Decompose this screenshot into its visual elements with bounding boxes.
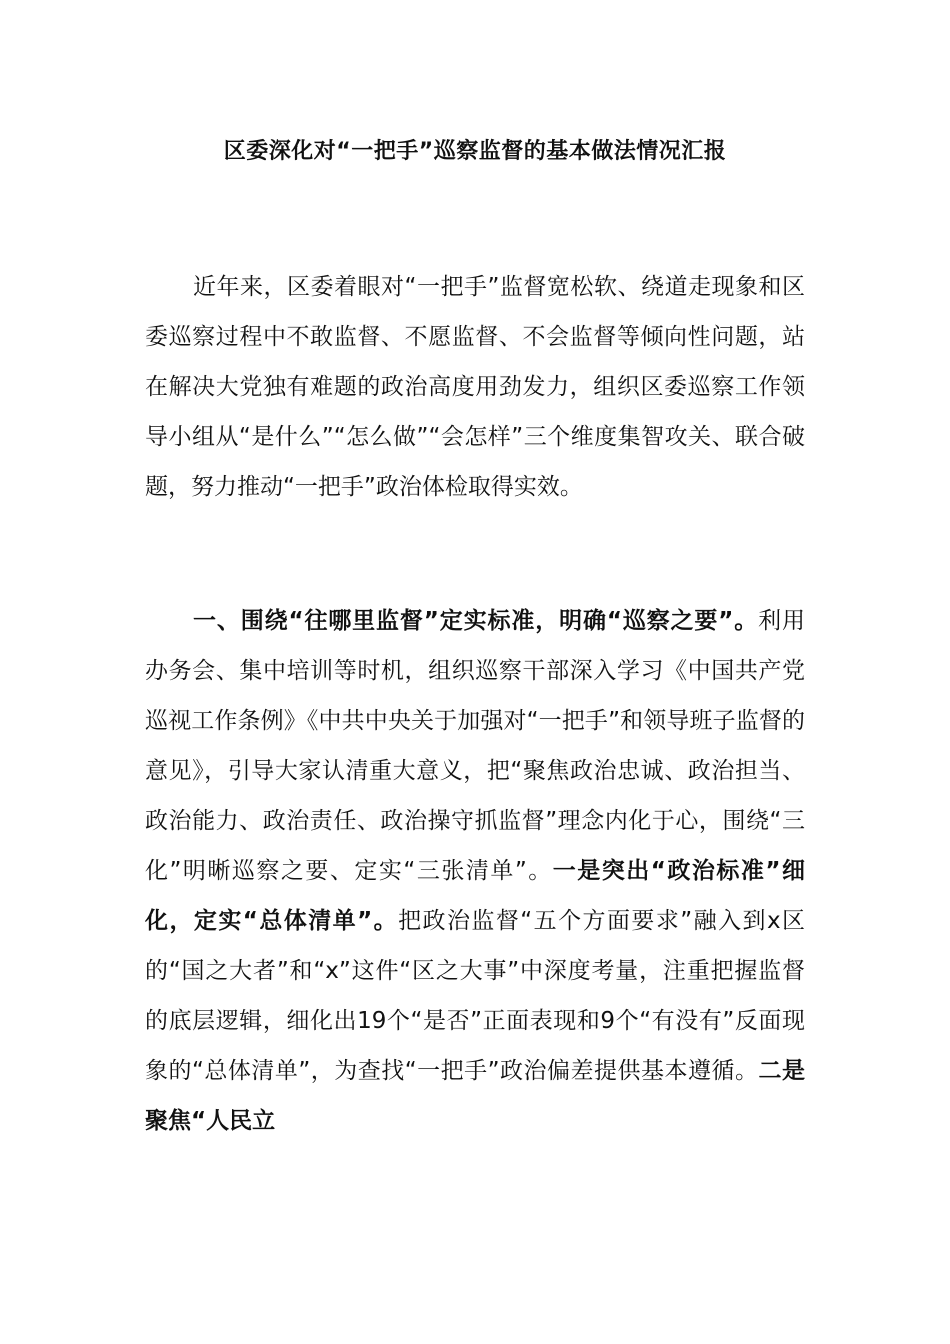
section-1-point-2: 二是聚焦“人民立 (145, 1058, 805, 1134)
section-1-text: 利用办务会、集中培训等时机，组织巡察干部深入学习《中国共产党巡视工作条例》《中共中央关于加强对“一把手”和领导班子监督的意见》，引导大家认清重大意义，把“聚焦政治忠诚、政治担当、政治能力、政治责任、政治操守抓监督”理念内化于心，围绕“三化”明晰巡察之要、定实“三张清单”。 (145, 608, 806, 884)
section-1-point-1-text: 把政治监督“五个方面要求”融入到x区的“国之大者”和“x”这件“区之大事”中深度考量，注重把握监督的底层逻辑，细化出19个“是否”正面表现和9个“有没有”反面现象的“总体清单”，为查找“一把手”政治偏差提供基本遵循。 (145, 908, 805, 1084)
document-title: 区委深化对“一把手”巡察监督的基本做法情况汇报 (223, 139, 727, 164)
intro-paragraph: 近年来，区委着眼对“一把手”监督宽松软、绕道走现象和区委巡察过程中不敢监督、不愿监督、不会监督等倾向性问题，站在解决大党独有难题的政治高度用劲发力，组织区委巡察工作领导小组从“是什么”“怎么做”“会怎样”三个维度集智攻关、联合破题，努力推动“一把手”政治体检取得实效。 (145, 274, 805, 500)
section-1-heading: 一、围绕“往哪里监督”定实标准，明确“巡察之要”。 (193, 608, 759, 634)
section-1-paragraph (145, 596, 805, 1146)
section-1-point-1: 一是突出“政治标准”细化，定实“总体清单”。 (145, 858, 806, 934)
